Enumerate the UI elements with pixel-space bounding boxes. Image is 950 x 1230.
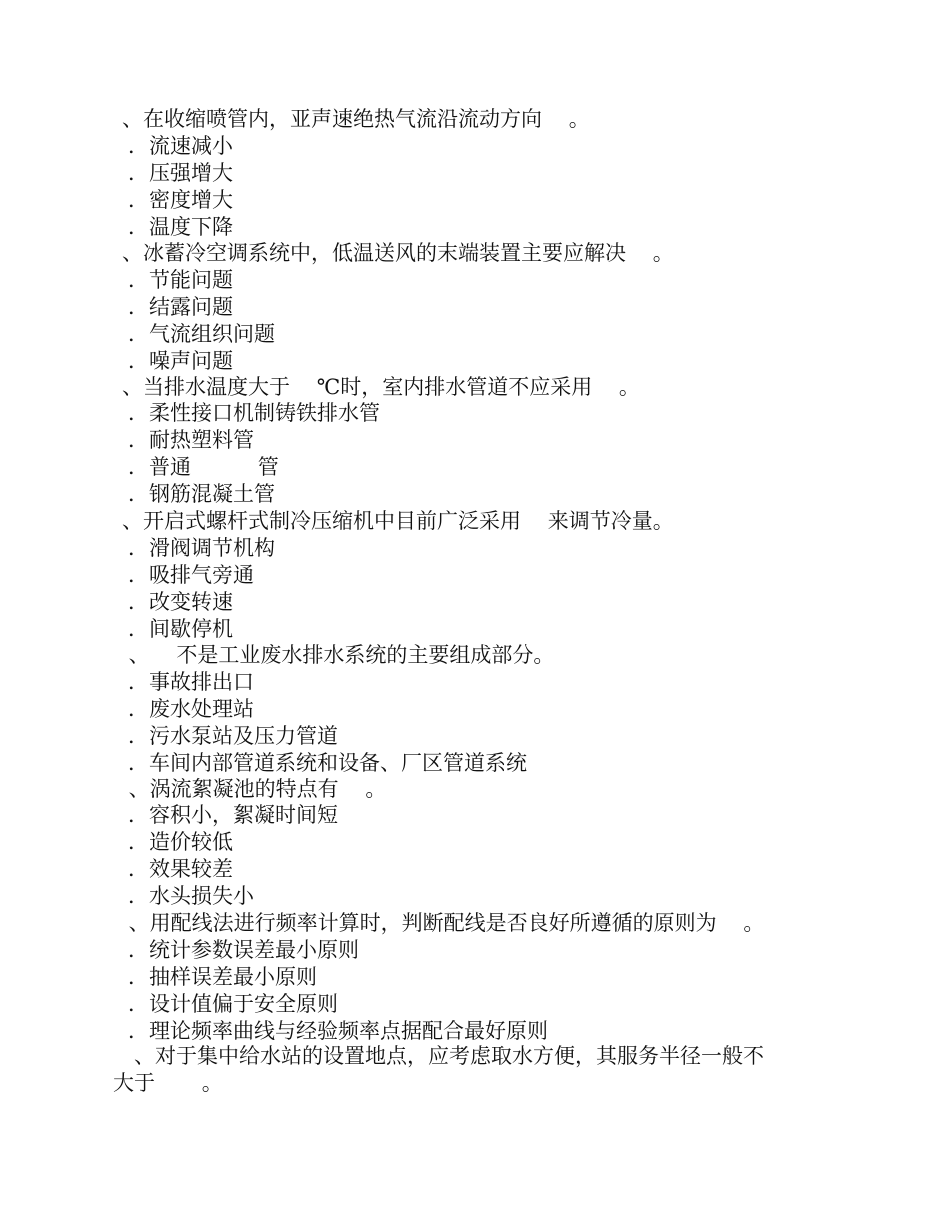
question-stem: 、对于集中给水站的设置地点，应考虑取水方便，其服务半径一般不 bbox=[134, 1044, 764, 1068]
option-c: ．效果较差 bbox=[128, 857, 233, 881]
option-a: ．事故排出口 bbox=[128, 670, 254, 694]
option-a: ．节能问题 bbox=[128, 268, 233, 292]
option-b: ．废水处理站 bbox=[128, 697, 254, 721]
question-stem: 、在收缩喷管内，亚声速绝热气流沿流动方向 。 bbox=[122, 107, 590, 131]
option-a: ．柔性接口机制铸铁排水管 bbox=[128, 401, 380, 425]
option-b: ．造价较低 bbox=[128, 830, 233, 854]
option-a: ．滑阀调节机构 bbox=[128, 536, 275, 560]
option-c: ．改变转速 bbox=[128, 590, 233, 614]
option-d: ．噪声问题 bbox=[128, 349, 233, 373]
option-b: ．耐热塑料管 bbox=[128, 428, 254, 452]
option-a: ．容积小，絮凝时间短 bbox=[128, 803, 338, 827]
question-stem: 、冰蓄冷空调系统中，低温送风的末端装置主要应解决 。 bbox=[122, 241, 674, 265]
option-c: ．设计值偏于安全原则 bbox=[128, 992, 338, 1016]
option-d: ．理论频率曲线与经验频率点据配合最好原则 bbox=[128, 1019, 548, 1043]
option-d: ．车间内部管道系统和设备、厂区管道系统 bbox=[128, 751, 527, 775]
question-stem: 、用配线法进行频率计算时，判断配线是否良好所遵循的原则为 。 bbox=[122, 911, 765, 935]
option-b: ．结露问题 bbox=[128, 295, 233, 319]
question-stem-continuation: 大于 。 bbox=[113, 1071, 223, 1095]
option-c: ．气流组织问题 bbox=[128, 322, 275, 346]
question-stem: 、 不是工业废水排水系统的主要组成部分。 bbox=[122, 643, 555, 667]
option-d: ．钢筋混凝土管 bbox=[128, 482, 275, 506]
option-d: ．间歇停机 bbox=[128, 617, 233, 641]
question-stem: 、开启式螺杆式制冷压缩机中目前广泛采用 来调节冷量。 bbox=[122, 509, 674, 533]
option-d: ．温度下降 bbox=[128, 215, 233, 239]
option-b: ．抽样误差最小原则 bbox=[128, 965, 317, 989]
option-c: ．污水泵站及压力管道 bbox=[128, 724, 338, 748]
option-b: ．压强增大 bbox=[128, 161, 233, 185]
option-b: ．吸排气旁通 bbox=[128, 563, 254, 587]
option-a: ．流速减小 bbox=[128, 134, 233, 158]
option-a: ．统计参数误差最小原则 bbox=[128, 938, 359, 962]
option-c: ．普通 管 bbox=[128, 455, 279, 479]
question-stem: 、涡流絮凝池的特点有 。 bbox=[122, 777, 387, 801]
option-c: ．密度增大 bbox=[128, 188, 233, 212]
question-stem: 、当排水温度大于 ℃时，室内排水管道不应采用 。 bbox=[122, 375, 640, 399]
option-d: ．水头损失小 bbox=[128, 884, 254, 908]
